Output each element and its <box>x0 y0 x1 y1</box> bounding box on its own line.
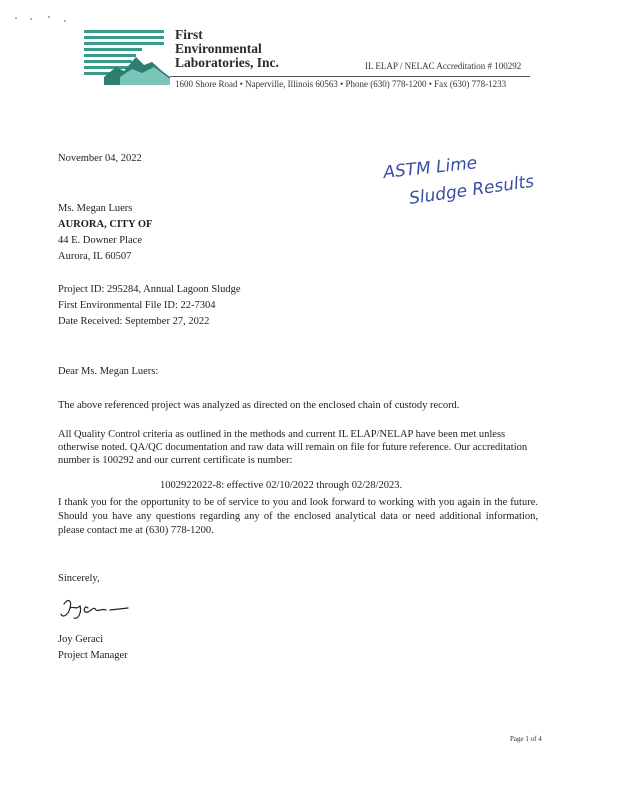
recipient-name: Ms. Megan Luers <box>58 203 133 214</box>
scan-speck <box>48 16 50 18</box>
greeting: Dear Ms. Megan Luers: <box>58 366 159 377</box>
handwritten-note-line2: Sludge Results <box>407 171 536 209</box>
handwritten-note-line1: ASTM Lime <box>382 153 479 183</box>
company-name-line1: First <box>175 27 203 42</box>
signer-title: Project Manager <box>58 650 128 661</box>
signer-block <box>58 632 128 664</box>
body-paragraph-2: All Quality Control criteria as outlined in the methods and current IL ELAP/NELAP have been met unless otherwise noted. QA/QC documentation and raw data will remain on file for future reference. Our accreditation number is 100292 and our current certificate is number: <box>58 429 528 466</box>
recipient-city: Aurora, IL 60507 <box>58 251 132 262</box>
recipient-organization: AURORA, CITY OF <box>58 219 153 230</box>
project-id: Project ID: 295284, Annual Lagoon Sludge <box>58 284 241 295</box>
date-received: Date Received: September 27, 2022 <box>58 316 210 327</box>
signer-name: Joy Geraci <box>58 634 104 645</box>
certificate-number: 1002922022-8: effective 02/10/2022 through 02/28/2023. <box>160 480 403 491</box>
body-paragraph-3: I thank you for the opportunity to be of service to you and look forward to working with you again in the future. Should you have any questions regarding any of the enclosed analytical data or need additional information, please contact me at (630) 778-1200. <box>58 497 538 536</box>
handwritten-note <box>380 150 618 210</box>
signature-image <box>58 594 148 624</box>
accreditation-text: IL ELAP / NELAC Accreditation # 100292 <box>365 61 522 71</box>
closing: Sincerely, <box>58 573 100 584</box>
recipient-block <box>58 201 152 265</box>
scan-speck <box>64 20 66 22</box>
company-name <box>175 28 279 70</box>
body-paragraph-1: The above referenced project was analyzed as directed on the enclosed chain of custody record. <box>58 400 460 411</box>
company-address: 1600 Shore Road • Naperville, Illinois 60563 • Phone (630) 778-1200 • Fax (630) 778-1233 <box>175 79 507 89</box>
scan-speck <box>15 17 17 19</box>
company-logo <box>84 27 170 87</box>
page-number: Page 1 of 4 <box>510 735 542 743</box>
file-id: First Environmental File ID: 22-7304 <box>58 300 216 311</box>
project-info <box>58 282 241 330</box>
letter-date: November 04, 2022 <box>58 153 142 164</box>
letterhead-divider <box>170 76 530 77</box>
company-name-line3: Laboratories, Inc. <box>175 55 279 70</box>
scan-speck <box>30 18 32 20</box>
company-name-line2: Environmental <box>175 41 262 56</box>
recipient-street: 44 E. Downer Place <box>58 235 142 246</box>
